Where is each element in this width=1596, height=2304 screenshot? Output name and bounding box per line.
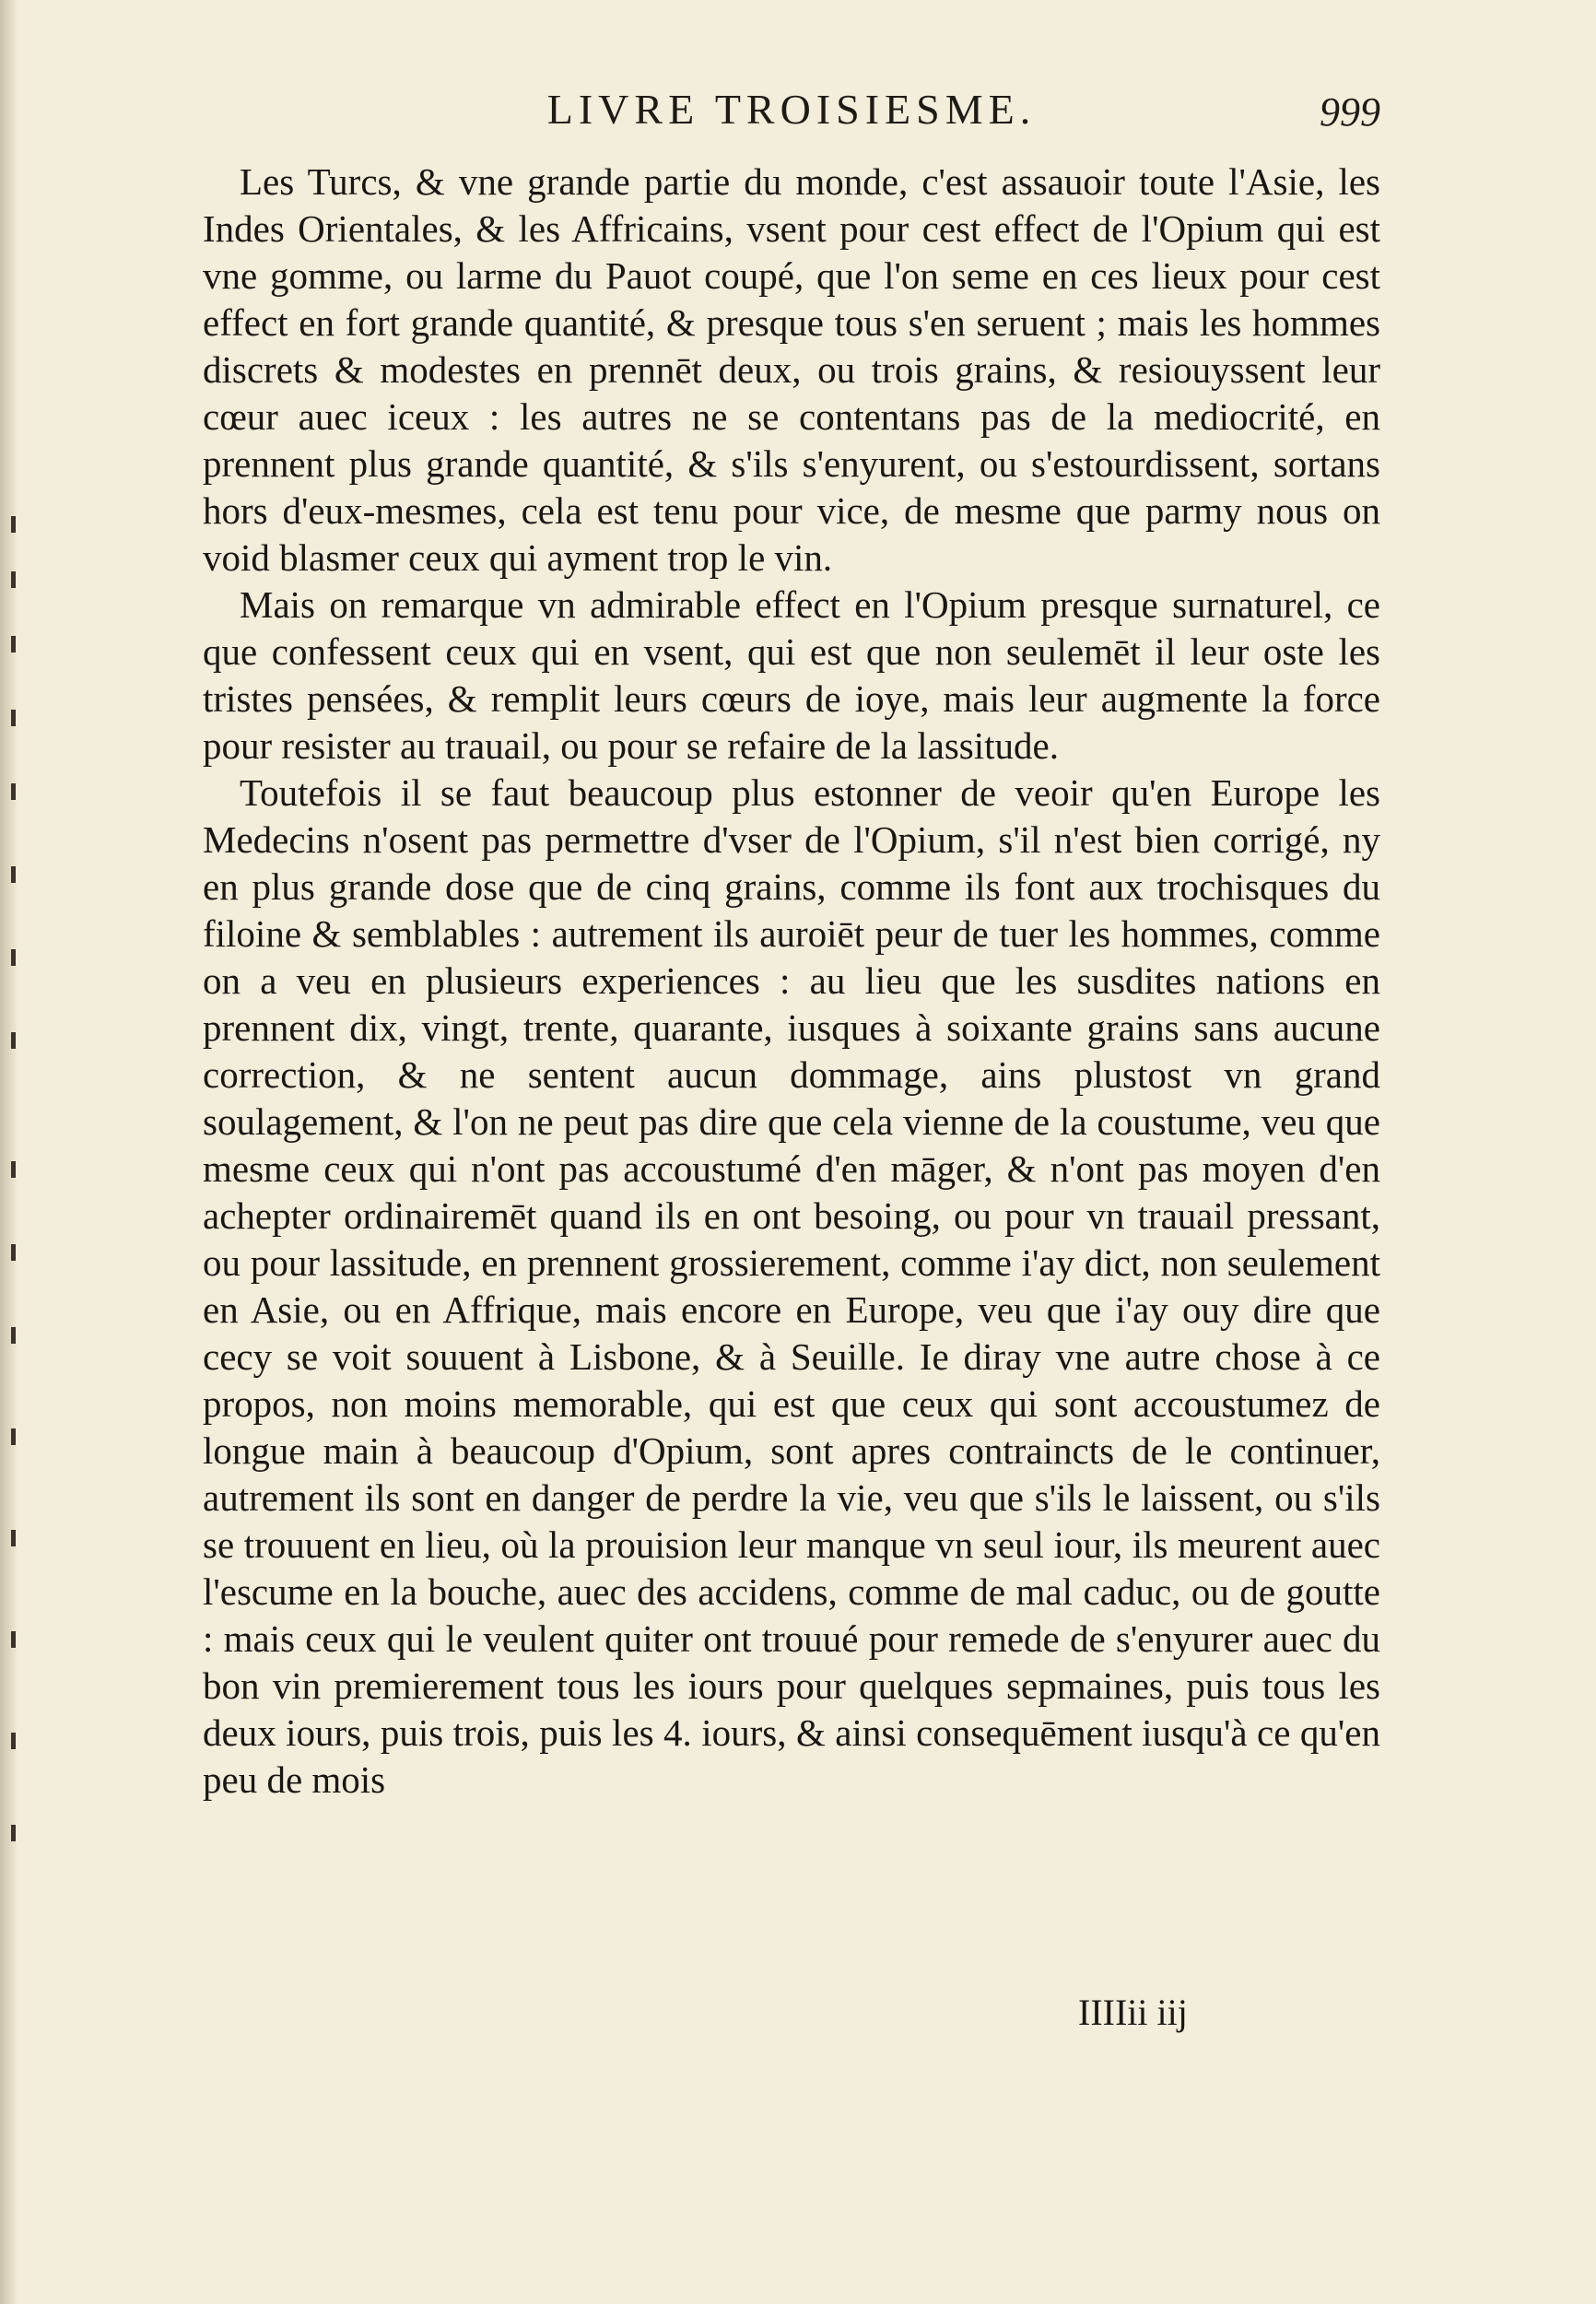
binding-edge-marks [6, 516, 24, 1991]
page-number: 999 [1320, 89, 1380, 135]
paragraph-3: Toutefois il se faut beaucoup plus estonner de veoir qu'en Europe les Medecins n'osent pas permettre d'vser de l'Opium, s'il n'est bien corrigé, ny en plus grande dose que de cinq grains, comme ils font aux trochisques du filoine & semblables : autrement ils auroiēt peur de tuer les hommes, comme on a veu en plusieurs experiences : au lieu que les susdites nations en prennent dix, vingt, trente, quarante, iusques à soixante grains sans aucune correction, & ne sentent aucun dommage, ains plustost vn grand soulagement, & l'on ne peut pas dire que cela vienne de la coustume, veu que mesme ceux qui n'ont pas accoustumé d'en māger, & n'ont pas moyen d'en achepter ordinairemēt quand ils en ont besoing, ou pour vn trauail pressant, ou pour lassitude, en prennent grossierement, comme i'ay dict, non seulement en Asie, ou en Affrique, mais encore en Europe, veu que i'ay ouy dire que cecy se voit souuent à Lisbone, & à Seuille. Ie diray vne autre chose à ce propos, non moins memorable, qui est que ceux qui sont accoustumez de longue main à beaucoup d'Opium, sont apres contraincts de le continuer, autrement ils sont en danger de perdre la vie, veu que s'ils le laissent, ou s'ils se trouuent en lieu, où la prouision leur manque vn seul iour, ils meurent auec l'escume en la bouche, auec des accidens, comme de mal caduc, ou de goutte : mais ceux qui le veulent quiter ont trouué pour remede de s'enyurer auec du bon vin premierement tous les iours pour quelques sepmaines, puis tous les deux iours, puis trois, puis les 4. iours, & ainsi consequēment iusqu'à ce qu'en peu de mois [203, 771, 1380, 1801]
paragraph-1: Les Turcs, & vne grande partie du monde, c'est assauoir toute l'Asie, les Indes Orientales, & les Affricains, vsent pour cest effect de l'Opium qui est vne gomme, ou larme du Pauot coupé, que l'on seme en ces lieux pour cest effect en fort grande quantité, & presque tous s'en seruent ; mais les hommes discrets & modestes en prennēt deux, ou trois grains, & resiouyssent leur cœur auec iceux : les autres ne se contentans pas de la mediocrité, en prennent plus grande quantité, & s'ils s'enyurent, ou s'estourdissent, sortans hors d'eux-mesmes, cela est tenu pour vice, de mesme que parmy nous on void blasmer ceux qui ayment trop le vin. [203, 160, 1380, 579]
paragraph-2: Mais on remarque vn admirable effect en l'Opium presque surnaturel, ce que confessent ceux qui en vsent, qui est que non seulemēt il leur oste les tristes pensées, & remplit leurs cœurs de ioye, mais leur augmente la force pour resister au trauail, ou pour se refaire de la lassitude. [203, 583, 1380, 767]
page-header [203, 85, 1380, 151]
signature-mark: IIIIii iij [1078, 1992, 1188, 2033]
running-head: LIVRE TROISIESME. [546, 86, 1037, 133]
body-text [203, 159, 1380, 1804]
